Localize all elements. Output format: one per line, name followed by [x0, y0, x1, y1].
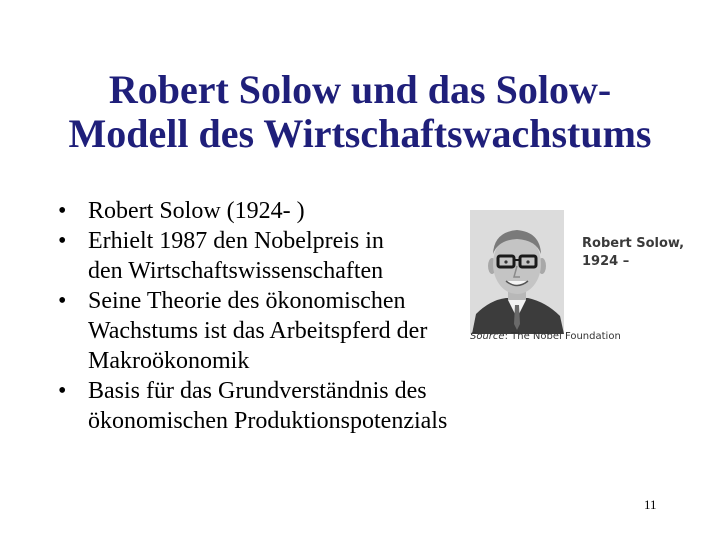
bullet-text: Wachstums ist das Arbeitspferd der: [88, 318, 428, 344]
bullet-text: Erhielt 1987 den Nobelpreis in: [88, 228, 384, 254]
photo-source: [470, 331, 621, 342]
portrait-illustration: [470, 210, 564, 334]
bullet-text: Robert Solow (1924- ): [88, 198, 305, 224]
slide-title: [0, 68, 720, 156]
source-label: Source: [470, 331, 505, 342]
bullet-marker: •: [58, 288, 67, 314]
bullet-item: [58, 286, 518, 376]
bullet-text: ökonomischen Produktionspotenzials: [88, 408, 448, 434]
bullet-text: Makroökonomik: [88, 348, 250, 374]
page-number: 11: [644, 497, 657, 512]
bullet-marker: •: [58, 378, 67, 404]
bullet-text: Basis für das Grundverständnis des: [88, 378, 427, 404]
bullet-list: [58, 196, 518, 436]
bullet-text: den Wirtschaftswissenschaften: [88, 258, 384, 284]
bullet-item: [58, 196, 518, 226]
caption-name: Robert Solow,: [582, 236, 685, 251]
photo-caption: [582, 235, 684, 271]
caption-years: 1924 –: [582, 254, 630, 269]
bullet-text: Seine Theorie des ökonomischen: [88, 288, 406, 314]
bullet-item: [58, 376, 518, 436]
bullet-marker: •: [58, 228, 67, 254]
title-line-2: Modell des Wirtschaftswachstums: [68, 111, 652, 156]
portrait-photo: [470, 210, 564, 334]
title-line-1: Robert Solow und das Solow-: [108, 67, 612, 112]
source-text: : The Nobel Foundation: [504, 331, 621, 342]
bullet-item: [58, 226, 518, 286]
bullet-marker: •: [58, 198, 67, 224]
